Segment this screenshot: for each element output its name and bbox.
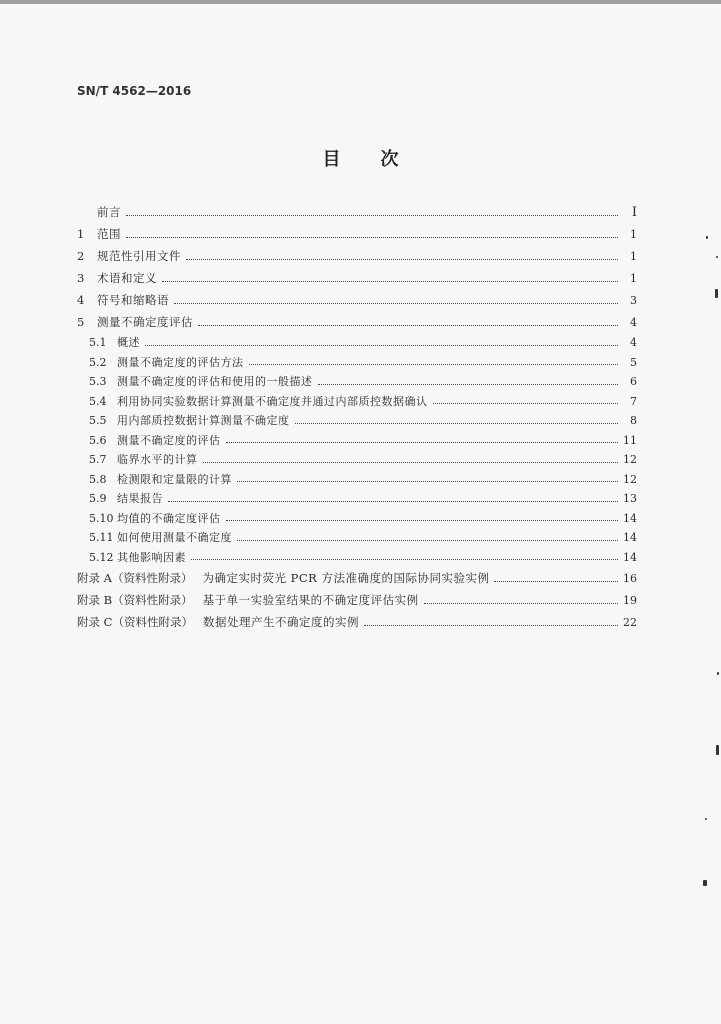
toc-entry-page: 12 [623,472,637,486]
toc-leader-dots [126,236,618,238]
toc-entry-number: 5.10 [89,511,114,525]
toc-entry-label: 概述 [117,336,140,349]
toc-entry-label: 基于单一实验室结果的不确定度评估实例 [202,593,419,607]
toc-leader-dots [226,441,619,443]
toc-entry-page: 8 [630,414,637,427]
toc-entry-page: 1 [630,228,637,241]
toc-entry-number: 5.4 [89,394,107,408]
toc-leader-dots [145,344,618,346]
toc-leader-dots [174,302,618,304]
toc-entry[interactable] [77,431,637,451]
toc-entry[interactable] [77,267,637,289]
toc-entry-label: 测量不确定度评估 [97,315,193,329]
toc-entry-label: 术语和定义 [97,271,157,285]
toc-annex-entry[interactable] [77,589,637,611]
toc-entry-page: 22 [623,616,637,629]
toc-entry-label: 规范性引用文件 [97,249,181,263]
toc-leader-dots [226,519,619,521]
toc-entry-page: 1 [630,272,637,285]
toc-leader-dots [126,214,618,216]
toc-leader-dots [295,422,619,424]
toc-entry[interactable] [77,289,637,311]
toc-entry-number: 附录 A（资料性附录） [77,571,193,585]
toc-entry-page: 19 [623,594,637,607]
toc-leader-dots [191,558,618,560]
toc-entry-page: Ⅰ [631,205,637,220]
scan-speck [717,672,719,675]
toc-entry-number: 5.2 [89,355,107,369]
toc-leader-dots [168,500,618,502]
toc-annex-entry[interactable] [77,611,637,633]
scan-speck [706,236,708,239]
toc-leader-dots [249,363,619,365]
toc-entry-number: 5.12 [89,550,114,564]
toc-entry[interactable] [77,509,637,529]
toc-entry-number: 5.6 [89,433,107,447]
toc-entry-label: 测量不确定度的评估和使用的一般描述 [117,375,313,388]
toc-entry-label: 临界水平的计算 [117,453,198,466]
toc-leader-dots [198,324,618,326]
toc-entry-page: 11 [623,433,637,447]
toc-entry-page: 16 [623,572,637,585]
toc-entry[interactable] [77,470,637,490]
toc-leader-dots [186,258,618,260]
toc-entry-number: 3 [77,271,85,285]
toc-leader-dots [237,539,618,541]
toc-leader-dots [424,602,618,604]
toc-leader-dots [364,624,618,626]
toc-entry-page: 1 [630,250,637,263]
toc-annex-entry[interactable] [77,567,637,589]
toc-leader-dots [162,280,618,282]
toc-entry-label: 测量不确定度的评估方法 [117,355,244,369]
toc-entry-label: 如何使用测量不确定度 [117,531,232,544]
toc-entry-page: 14 [623,531,637,544]
toc-entry[interactable] [77,333,637,353]
toc-entry[interactable] [77,201,637,223]
toc-entry[interactable] [77,411,637,431]
toc-entry[interactable] [77,392,637,412]
toc-entry-label: 均值的不确定度评估 [117,511,221,525]
scan-speck [705,818,707,820]
toc-entry[interactable] [77,372,637,392]
scan-speck [716,745,719,755]
toc-leader-dots [494,580,618,582]
toc-entry-number: 5.7 [89,453,107,466]
toc-entry-number: 5.3 [89,375,107,388]
toc-leader-dots [237,480,618,482]
page-title: 目次 [322,149,439,170]
toc-entry-number: 1 [77,227,85,241]
toc-entry-page: 5 [630,355,637,369]
toc-leader-dots [318,383,619,385]
toc-entry-page: 4 [630,336,637,349]
toc-leader-dots [433,402,619,404]
toc-entry-label: 用内部质控数据计算测量不确定度 [117,414,290,427]
toc-entry-label: 数据处理产生不确定度的实例 [202,615,359,629]
toc-entry-number: 5.5 [89,414,107,427]
toc-entry-page: 12 [623,453,637,466]
toc-entry-number: 5 [77,315,85,329]
toc-entry-label: 前言 [97,205,121,219]
toc-entry-page: 14 [623,511,637,525]
toc-entry-number: 5.11 [89,531,114,544]
toc-entry[interactable] [77,353,637,373]
toc-entry-label: 检测限和定量限的计算 [117,472,232,486]
toc-entry-label: 其他影响因素 [117,550,186,564]
toc-entry[interactable] [77,548,637,568]
toc-entry-label: 利用协同实验数据计算测量不确定度并通过内部质控数据确认 [117,394,428,408]
toc-entry-number: 5.9 [89,492,107,505]
toc-entry-page: 6 [630,375,637,388]
toc-entry-number: 附录 C（资料性附录） [77,615,193,629]
scan-speck [703,880,707,886]
toc-entry[interactable] [77,450,637,470]
toc-entry-label: 范围 [97,227,121,241]
toc-entry-label: 测量不确定度的评估 [117,433,221,447]
toc-entry-label: 符号和缩略语 [97,293,169,307]
toc-entry-page: 4 [630,316,637,329]
toc-entry-number: 5.1 [89,336,107,349]
scan-speck [715,289,718,298]
toc-entry-number: 5.8 [89,472,107,486]
toc-entry-page: 13 [623,492,637,505]
toc-entry[interactable] [77,245,637,267]
scan-speck [716,256,718,258]
scan-top-edge [0,0,721,4]
toc-entry-label: 结果报告 [117,492,163,505]
toc-entry-number: 4 [77,293,85,307]
toc-entry[interactable] [77,223,637,245]
toc-entry-page: 7 [630,394,637,408]
table-of-contents [77,201,637,633]
toc-entry[interactable] [77,489,637,509]
toc-leader-dots [203,461,619,463]
toc-entry-number: 附录 B（资料性附录） [77,593,193,607]
toc-entry-page: 14 [623,550,637,564]
toc-entry[interactable] [77,528,637,548]
toc-entry-number: 2 [77,249,85,263]
toc-entry-page: 3 [630,294,637,307]
document-code: SN/T 4562—2016 [77,84,192,98]
toc-entry[interactable] [77,311,637,333]
toc-entry-label: 为确定实时荧光 PCR 方法准确度的国际协同实验实例 [202,571,490,585]
